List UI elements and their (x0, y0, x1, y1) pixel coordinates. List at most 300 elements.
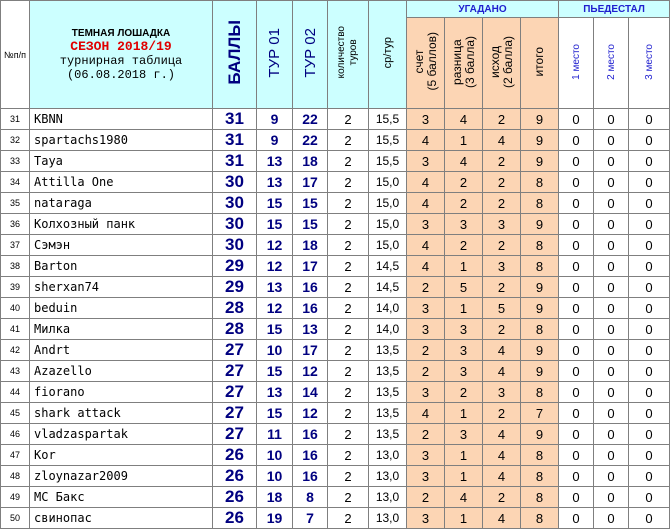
tour-02-cell: 13 (293, 319, 328, 340)
table-row (1, 172, 670, 193)
balls-cell: 29 (213, 256, 257, 277)
difference-cell: 1 (445, 130, 483, 151)
average-cell: 15,0 (369, 214, 407, 235)
player-name: vladzaspartak (30, 424, 213, 445)
average-cell: 13,5 (369, 382, 407, 403)
outcome-cell: 2 (483, 172, 521, 193)
place-3-cell: 0 (629, 193, 670, 214)
score-cell: 3 (407, 214, 445, 235)
score-cell: 4 (407, 403, 445, 424)
place-3-cell: 0 (629, 508, 670, 529)
place-3-cell: 0 (629, 487, 670, 508)
place-3-cell: 0 (629, 256, 670, 277)
player-name: Barton (30, 256, 213, 277)
score-cell: 3 (407, 151, 445, 172)
place-3-cell: 0 (629, 382, 670, 403)
balls-cell: 26 (213, 466, 257, 487)
header-place-1: 1 место (559, 18, 594, 109)
header-place-3: 3 место (629, 18, 670, 109)
table-row (1, 319, 670, 340)
tours-count-cell: 2 (328, 403, 369, 424)
difference-cell: 1 (445, 403, 483, 424)
header-balls: БАЛЛЫ (213, 1, 257, 109)
outcome-cell: 2 (483, 193, 521, 214)
place-2-cell: 0 (594, 466, 629, 487)
tour-01-cell: 19 (257, 508, 293, 529)
place-1-cell: 0 (559, 214, 594, 235)
place-3-cell: 0 (629, 298, 670, 319)
average-cell: 15,0 (369, 235, 407, 256)
table-row (1, 466, 670, 487)
row-number: 38 (1, 256, 30, 277)
outcome-cell: 2 (483, 109, 521, 130)
total-cell: 8 (521, 319, 559, 340)
difference-cell: 3 (445, 214, 483, 235)
tours-count-cell: 2 (328, 382, 369, 403)
average-cell: 13,5 (369, 340, 407, 361)
difference-cell: 4 (445, 151, 483, 172)
total-cell: 9 (521, 361, 559, 382)
place-1-cell: 0 (559, 424, 594, 445)
place-3-cell: 0 (629, 403, 670, 424)
score-cell: 3 (407, 508, 445, 529)
outcome-cell: 2 (483, 403, 521, 424)
tour-02-cell: 15 (293, 193, 328, 214)
table-row (1, 130, 670, 151)
outcome-cell: 4 (483, 130, 521, 151)
tour-01-cell: 15 (257, 403, 293, 424)
balls-cell: 26 (213, 508, 257, 529)
difference-cell: 2 (445, 382, 483, 403)
outcome-cell: 2 (483, 487, 521, 508)
tour-02-cell: 22 (293, 109, 328, 130)
tour-01-cell: 13 (257, 172, 293, 193)
place-3-cell: 0 (629, 424, 670, 445)
tour-02-cell: 12 (293, 361, 328, 382)
difference-cell: 1 (445, 508, 483, 529)
place-2-cell: 0 (594, 151, 629, 172)
difference-cell: 3 (445, 319, 483, 340)
score-cell: 2 (407, 340, 445, 361)
place-3-cell: 0 (629, 319, 670, 340)
total-cell: 9 (521, 277, 559, 298)
total-cell: 9 (521, 298, 559, 319)
average-cell: 13,5 (369, 361, 407, 382)
place-2-cell: 0 (594, 235, 629, 256)
tours-count-cell: 2 (328, 361, 369, 382)
balls-cell: 27 (213, 361, 257, 382)
player-name: KBNN (30, 109, 213, 130)
average-cell: 13,0 (369, 445, 407, 466)
total-cell: 8 (521, 508, 559, 529)
place-2-cell: 0 (594, 214, 629, 235)
balls-cell: 30 (213, 193, 257, 214)
table-row (1, 193, 670, 214)
player-name: Милка (30, 319, 213, 340)
balls-cell: 31 (213, 109, 257, 130)
score-cell: 4 (407, 235, 445, 256)
place-1-cell: 0 (559, 256, 594, 277)
difference-cell: 4 (445, 109, 483, 130)
tour-01-cell: 15 (257, 361, 293, 382)
tour-01-cell: 10 (257, 466, 293, 487)
row-number: 42 (1, 340, 30, 361)
tours-count-cell: 2 (328, 235, 369, 256)
difference-cell: 3 (445, 340, 483, 361)
tours-count-cell: 2 (328, 424, 369, 445)
title-line-1: ТЕМНАЯ ЛОШАДКА (71, 27, 171, 39)
place-1-cell: 0 (559, 508, 594, 529)
outcome-cell: 4 (483, 508, 521, 529)
place-1-cell: 0 (559, 319, 594, 340)
tour-01-cell: 9 (257, 130, 293, 151)
row-number: 50 (1, 508, 30, 529)
header-place-2: 2 место (594, 18, 629, 109)
place-1-cell: 0 (559, 466, 594, 487)
outcome-cell: 2 (483, 277, 521, 298)
tour-01-cell: 11 (257, 424, 293, 445)
average-cell: 15,5 (369, 151, 407, 172)
total-cell: 9 (521, 151, 559, 172)
player-name: Attilla One (30, 172, 213, 193)
balls-cell: 28 (213, 319, 257, 340)
tour-01-cell: 12 (257, 256, 293, 277)
header-guessed: УГАДАНО (407, 1, 559, 18)
place-1-cell: 0 (559, 487, 594, 508)
tour-01-cell: 18 (257, 487, 293, 508)
outcome-cell: 4 (483, 424, 521, 445)
row-number: 31 (1, 109, 30, 130)
score-cell: 3 (407, 319, 445, 340)
tour-02-cell: 16 (293, 277, 328, 298)
tour-01-cell: 13 (257, 151, 293, 172)
tour-01-cell: 9 (257, 109, 293, 130)
row-number: 39 (1, 277, 30, 298)
balls-cell: 31 (213, 151, 257, 172)
table-row (1, 487, 670, 508)
total-cell: 8 (521, 235, 559, 256)
place-1-cell: 0 (559, 235, 594, 256)
row-number: 36 (1, 214, 30, 235)
header-outcome: исход (2 балла) (483, 18, 521, 109)
player-name: beduin (30, 298, 213, 319)
balls-cell: 31 (213, 130, 257, 151)
place-2-cell: 0 (594, 445, 629, 466)
table-row (1, 256, 670, 277)
player-name: fiorano (30, 382, 213, 403)
outcome-cell: 4 (483, 340, 521, 361)
tour-02-cell: 8 (293, 487, 328, 508)
difference-cell: 1 (445, 298, 483, 319)
place-2-cell: 0 (594, 172, 629, 193)
tours-count-cell: 2 (328, 130, 369, 151)
difference-cell: 4 (445, 487, 483, 508)
place-3-cell: 0 (629, 235, 670, 256)
tour-02-cell: 17 (293, 340, 328, 361)
total-cell: 8 (521, 382, 559, 403)
average-cell: 13,0 (369, 487, 407, 508)
tour-02-cell: 12 (293, 403, 328, 424)
total-cell: 9 (521, 109, 559, 130)
tour-02-cell: 16 (293, 298, 328, 319)
place-1-cell: 0 (559, 382, 594, 403)
place-2-cell: 0 (594, 340, 629, 361)
place-1-cell: 0 (559, 130, 594, 151)
place-3-cell: 0 (629, 277, 670, 298)
total-cell: 8 (521, 487, 559, 508)
player-name: zloynazar2009 (30, 466, 213, 487)
place-2-cell: 0 (594, 424, 629, 445)
outcome-cell: 2 (483, 235, 521, 256)
total-cell: 8 (521, 256, 559, 277)
table-row (1, 508, 670, 529)
tour-01-cell: 10 (257, 340, 293, 361)
place-3-cell: 0 (629, 151, 670, 172)
average-cell: 15,0 (369, 193, 407, 214)
balls-cell: 27 (213, 403, 257, 424)
tours-count-cell: 2 (328, 340, 369, 361)
tours-count-cell: 2 (328, 319, 369, 340)
place-1-cell: 0 (559, 340, 594, 361)
row-number: 32 (1, 130, 30, 151)
tour-02-cell: 17 (293, 256, 328, 277)
outcome-cell: 3 (483, 214, 521, 235)
balls-cell: 30 (213, 214, 257, 235)
table-row (1, 109, 670, 130)
place-3-cell: 0 (629, 109, 670, 130)
place-3-cell: 0 (629, 361, 670, 382)
total-cell: 8 (521, 466, 559, 487)
score-cell: 3 (407, 445, 445, 466)
balls-cell: 27 (213, 424, 257, 445)
player-name: Andrt (30, 340, 213, 361)
row-number: 33 (1, 151, 30, 172)
score-cell: 3 (407, 382, 445, 403)
tour-02-cell: 16 (293, 424, 328, 445)
outcome-cell: 4 (483, 445, 521, 466)
balls-cell: 30 (213, 235, 257, 256)
player-name: МС Бакс (30, 487, 213, 508)
place-2-cell: 0 (594, 361, 629, 382)
score-cell: 2 (407, 361, 445, 382)
place-1-cell: 0 (559, 151, 594, 172)
tour-02-cell: 18 (293, 151, 328, 172)
row-number: 43 (1, 361, 30, 382)
table-row (1, 151, 670, 172)
row-number: 34 (1, 172, 30, 193)
table-row (1, 424, 670, 445)
average-cell: 14,5 (369, 256, 407, 277)
difference-cell: 2 (445, 235, 483, 256)
row-number: 48 (1, 466, 30, 487)
player-name: свинопас (30, 508, 213, 529)
tours-count-cell: 2 (328, 445, 369, 466)
player-name: nataraga (30, 193, 213, 214)
header-pedestal: ПЬЕДЕСТАЛ (559, 1, 670, 18)
total-cell: 9 (521, 340, 559, 361)
difference-cell: 3 (445, 424, 483, 445)
tours-count-cell: 2 (328, 487, 369, 508)
place-1-cell: 0 (559, 277, 594, 298)
score-cell: 2 (407, 424, 445, 445)
row-number: 47 (1, 445, 30, 466)
row-number: 35 (1, 193, 30, 214)
tours-count-cell: 2 (328, 109, 369, 130)
place-2-cell: 0 (594, 130, 629, 151)
difference-cell: 3 (445, 361, 483, 382)
place-1-cell: 0 (559, 298, 594, 319)
outcome-cell: 2 (483, 319, 521, 340)
outcome-cell: 4 (483, 466, 521, 487)
table-row (1, 403, 670, 424)
outcome-cell: 2 (483, 151, 521, 172)
place-3-cell: 0 (629, 445, 670, 466)
place-2-cell: 0 (594, 487, 629, 508)
tours-count-cell: 2 (328, 172, 369, 193)
place-2-cell: 0 (594, 256, 629, 277)
average-cell: 13,0 (369, 466, 407, 487)
place-3-cell: 0 (629, 466, 670, 487)
place-2-cell: 0 (594, 193, 629, 214)
place-2-cell: 0 (594, 277, 629, 298)
tours-count-cell: 2 (328, 193, 369, 214)
score-cell: 3 (407, 466, 445, 487)
balls-cell: 26 (213, 445, 257, 466)
tours-count-cell: 2 (328, 214, 369, 235)
place-3-cell: 0 (629, 340, 670, 361)
place-3-cell: 0 (629, 172, 670, 193)
tours-count-cell: 2 (328, 151, 369, 172)
table-row (1, 445, 670, 466)
place-3-cell: 0 (629, 130, 670, 151)
tour-02-cell: 17 (293, 172, 328, 193)
score-cell: 2 (407, 277, 445, 298)
header-average: ср/тур (369, 1, 407, 109)
table-row (1, 340, 670, 361)
header-difference: разница (3 балла) (445, 18, 483, 109)
average-cell: 14,0 (369, 319, 407, 340)
balls-cell: 28 (213, 298, 257, 319)
place-1-cell: 0 (559, 403, 594, 424)
tours-count-cell: 2 (328, 298, 369, 319)
title-line-3: турнирная таблица (59, 53, 183, 68)
player-name: Taya (30, 151, 213, 172)
tour-01-cell: 12 (257, 235, 293, 256)
average-cell: 15,0 (369, 172, 407, 193)
difference-cell: 1 (445, 466, 483, 487)
place-2-cell: 0 (594, 319, 629, 340)
tour-01-cell: 15 (257, 319, 293, 340)
difference-cell: 1 (445, 256, 483, 277)
season-label: СЕЗОН 2018/19 (70, 38, 172, 54)
balls-cell: 27 (213, 340, 257, 361)
table-row (1, 277, 670, 298)
tours-count-cell: 2 (328, 508, 369, 529)
tours-count-cell: 2 (328, 256, 369, 277)
table-row (1, 235, 670, 256)
row-number: 46 (1, 424, 30, 445)
average-cell: 13,5 (369, 403, 407, 424)
player-name: shark attack (30, 403, 213, 424)
row-number: 40 (1, 298, 30, 319)
table-row (1, 214, 670, 235)
header-tour-02: ТУР 02 (293, 1, 328, 109)
place-2-cell: 0 (594, 109, 629, 130)
score-cell: 4 (407, 172, 445, 193)
tour-02-cell: 16 (293, 466, 328, 487)
player-name: spartachs1980 (30, 130, 213, 151)
header-title (30, 1, 213, 109)
total-cell: 8 (521, 445, 559, 466)
tour-01-cell: 15 (257, 193, 293, 214)
difference-cell: 2 (445, 193, 483, 214)
place-3-cell: 0 (629, 214, 670, 235)
outcome-cell: 4 (483, 361, 521, 382)
header-tour-01: ТУР 01 (257, 1, 293, 109)
header-number: №п/п (1, 1, 30, 109)
score-cell: 4 (407, 193, 445, 214)
place-1-cell: 0 (559, 193, 594, 214)
score-cell: 2 (407, 487, 445, 508)
row-number: 45 (1, 403, 30, 424)
average-cell: 15,5 (369, 130, 407, 151)
average-cell: 15,5 (369, 109, 407, 130)
place-1-cell: 0 (559, 445, 594, 466)
tour-01-cell: 13 (257, 277, 293, 298)
table-row (1, 298, 670, 319)
player-name: Azazello (30, 361, 213, 382)
player-name: Сэмэн (30, 235, 213, 256)
total-cell: 9 (521, 214, 559, 235)
tour-02-cell: 22 (293, 130, 328, 151)
row-number: 37 (1, 235, 30, 256)
tour-02-cell: 7 (293, 508, 328, 529)
average-cell: 13,0 (369, 508, 407, 529)
title-date: (06.08.2018 г.) (66, 67, 176, 82)
outcome-cell: 3 (483, 256, 521, 277)
header-tours-count: количество туров (328, 1, 369, 109)
row-number: 44 (1, 382, 30, 403)
tour-02-cell: 15 (293, 214, 328, 235)
place-2-cell: 0 (594, 298, 629, 319)
score-cell: 4 (407, 130, 445, 151)
row-number: 41 (1, 319, 30, 340)
outcome-cell: 5 (483, 298, 521, 319)
balls-cell: 29 (213, 277, 257, 298)
outcome-cell: 3 (483, 382, 521, 403)
score-cell: 3 (407, 109, 445, 130)
tour-02-cell: 14 (293, 382, 328, 403)
tour-01-cell: 13 (257, 382, 293, 403)
total-cell: 9 (521, 130, 559, 151)
tour-02-cell: 16 (293, 445, 328, 466)
player-name: sherxan74 (30, 277, 213, 298)
tour-02-cell: 18 (293, 235, 328, 256)
score-cell: 4 (407, 256, 445, 277)
row-number: 49 (1, 487, 30, 508)
place-1-cell: 0 (559, 109, 594, 130)
balls-cell: 26 (213, 487, 257, 508)
balls-cell: 30 (213, 172, 257, 193)
player-name: Колхозный панк (30, 214, 213, 235)
total-cell: 8 (521, 193, 559, 214)
place-2-cell: 0 (594, 403, 629, 424)
tours-count-cell: 2 (328, 466, 369, 487)
tour-01-cell: 15 (257, 214, 293, 235)
difference-cell: 2 (445, 172, 483, 193)
place-2-cell: 0 (594, 508, 629, 529)
total-cell: 9 (521, 424, 559, 445)
